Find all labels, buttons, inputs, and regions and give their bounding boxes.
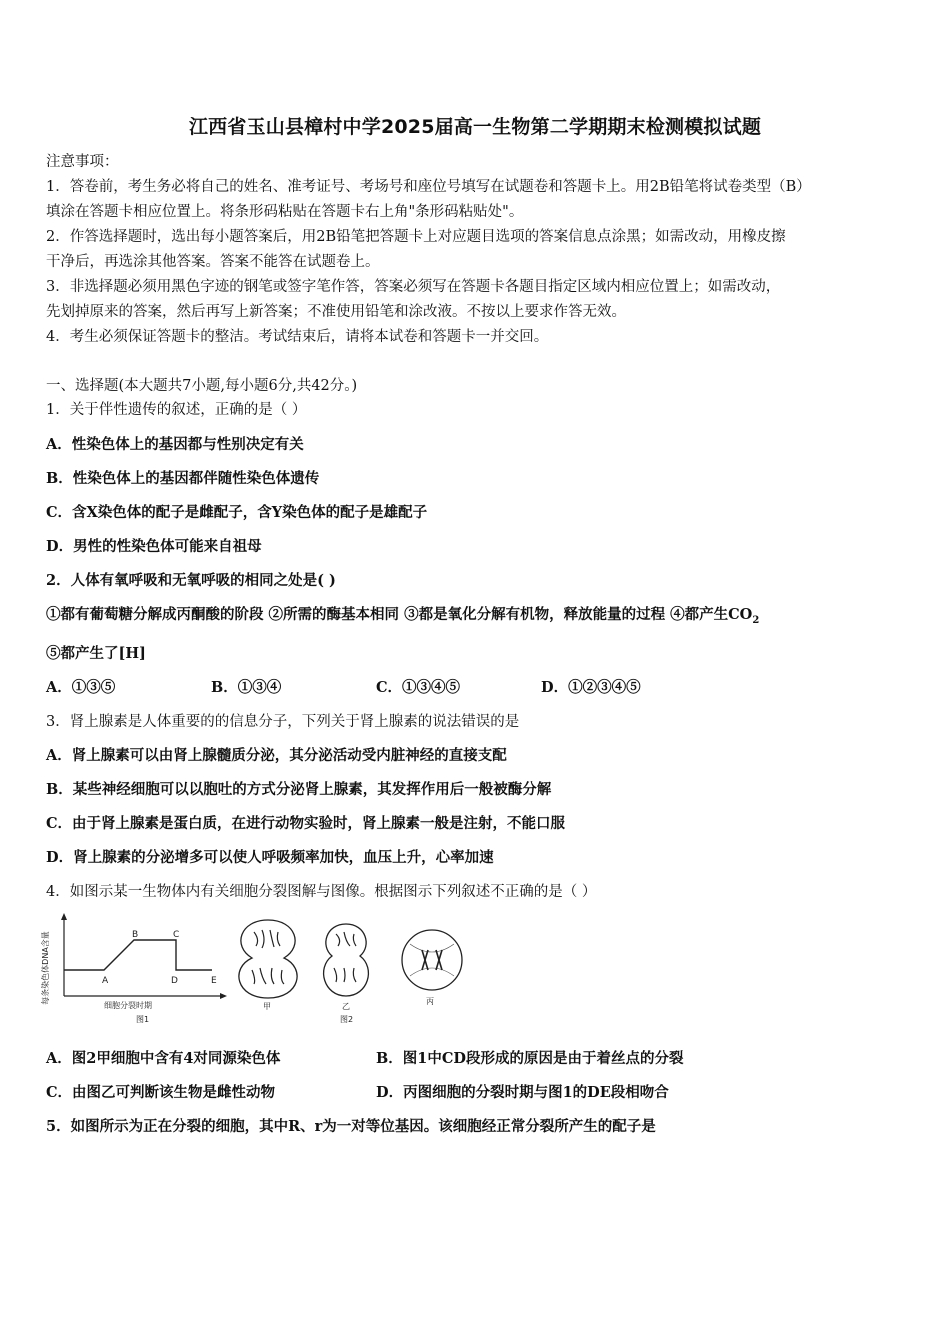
- notice-line: 3．非选择题必须用黑色字迹的钢笔或签字笔作答，答案必须写在答题卡各题目指定区域内相应位置上；如需改动，: [46, 279, 781, 295]
- figure-1-caption: 图1: [136, 1015, 150, 1024]
- notice-line: 填涂在答题卡相应位置上。将条形码粘贴在答题卡右上角"条形码粘贴处"。: [46, 204, 524, 220]
- q2-items-line: [46, 605, 912, 631]
- q4-option-a[interactable]: A．图2甲细胞中含有4对同源染色体: [46, 1050, 281, 1067]
- figure-1-graph: [40, 913, 227, 1024]
- cell-bing: [402, 930, 462, 1006]
- co2-subscript: 2: [752, 614, 760, 626]
- point-a: A: [102, 976, 109, 986]
- q3-option-d[interactable]: D．肾上腺素的分泌增多可以使人呼吸频率加快，血压上升，心率加速: [46, 849, 494, 866]
- q1-option-d[interactable]: D．男性的性染色体可能来自祖母: [46, 538, 262, 555]
- cell-yi: [324, 924, 369, 1011]
- cell-yi-chromosomes: [334, 932, 356, 982]
- point-c: C: [173, 930, 180, 940]
- cell-bing-chromosomes: [422, 950, 442, 970]
- q4-option-d[interactable]: D．丙图细胞的分裂时期与图1的DE段相吻合: [376, 1084, 669, 1101]
- point-e: E: [211, 976, 217, 986]
- cell-jia: [239, 920, 297, 1011]
- notice-line: 4．考生必须保证答题卡的整洁。考试结束后，请将本试卷和答题卡一并交回。: [46, 329, 549, 345]
- page-title: 江西省玉山县樟村中学2025届高一生物第二学期期末检测模拟试题: [188, 116, 762, 138]
- question-5-stem: 5．如图所示为正在分裂的细胞，其中R、r为一对等位基因。该细胞经正常分裂所产生的配子是: [46, 1118, 656, 1135]
- section-heading: 一、选择题(本大题共7小题,每小题6分,共42分。): [46, 378, 358, 394]
- q1-option-a[interactable]: A．性染色体上的基因都与性别决定有关: [46, 436, 304, 453]
- point-d: D: [171, 976, 178, 986]
- q1-option-c[interactable]: C．含X染色体的配子是雌配子，含Y染色体的配子是雄配子: [46, 504, 428, 521]
- y-axis-arrow: [61, 913, 67, 920]
- q2-option-c[interactable]: C．①③④⑤: [376, 679, 461, 696]
- cell-jia-chromosomes: [252, 930, 284, 984]
- q2-item-5: ⑤都产生了[H]: [46, 645, 146, 662]
- cell-bing-label: 丙: [426, 997, 434, 1006]
- graph-x-label: 细胞分裂时期: [104, 1001, 152, 1010]
- cell-yi-membrane: [324, 924, 369, 996]
- q2-option-d[interactable]: D．①②③④⑤: [541, 679, 641, 696]
- notice-line: 1．答卷前，考生务必将自己的姓名、准考证号、考场号和座位号填写在试题卷和答题卡上。用2B铅笔将试卷类型（B）: [46, 179, 811, 195]
- notice-heading: 注意事项：: [46, 154, 119, 170]
- question-2-stem: 2．人体有氧呼吸和无氧呼吸的相同之处是( ): [46, 572, 336, 589]
- question-4-stem: 4．如图示某一生物体内有关细胞分裂图解与图像。根据图示下列叙述不正确的是（ ）: [46, 884, 597, 900]
- graph-y-label: 每条染色体DNA含量: [41, 931, 50, 1005]
- q4-option-b[interactable]: B．图1中CD段形成的原因是由于着丝点的分裂: [376, 1050, 684, 1067]
- q3-option-b[interactable]: B．某些神经细胞可以以胞吐的方式分泌肾上腺素，其发挥作用后一般被酶分解: [46, 781, 552, 798]
- cell-division-figure: [40, 910, 480, 1028]
- q2-option-b[interactable]: B．①③④: [211, 679, 282, 696]
- cell-bing-spindle: [410, 944, 454, 976]
- notice-line: 干净后，再选涂其他答案。答案不能答在试题卷上。: [46, 254, 380, 270]
- cell-bing-membrane: [402, 930, 462, 990]
- q3-option-a[interactable]: A．肾上腺素可以由肾上腺髓质分泌，其分泌活动受内脏神经的直接支配: [46, 747, 507, 764]
- q2-option-a[interactable]: A．①③⑤: [46, 679, 116, 696]
- question-3-stem: 3．肾上腺素是人体重要的的信息分子，下列关于肾上腺素的说法错误的是: [46, 714, 520, 730]
- q4-option-c[interactable]: C．由图乙可判断该生物是雌性动物: [46, 1084, 276, 1101]
- cell-yi-label: 乙: [342, 1002, 350, 1011]
- question-1-stem: 1．关于伴性遗传的叙述，正确的是（ ）: [46, 402, 307, 418]
- notice-line: 先划掉原来的答案，然后再写上新答案；不准使用铅笔和涂改液。不按以上要求作答无效。: [46, 304, 626, 320]
- point-b: B: [132, 930, 139, 940]
- cell-jia-label: 甲: [263, 1002, 271, 1011]
- q2-items-text: ①都有葡萄糖分解成丙酮酸的阶段 ②所需的酶基本相同 ③都是氧化分解有机物，释放能量的过程 ④都产生CO: [46, 606, 753, 623]
- notice-line: 2．作答选择题时，选出每小题答案后，用2B铅笔把答题卡上对应题目选项的答案信息点涂黑；如需改动，用橡皮擦: [46, 229, 786, 245]
- q3-option-c[interactable]: C．由于肾上腺素是蛋白质，在进行动物实验时，肾上腺素一般是注射，不能口服: [46, 815, 566, 832]
- cell-jia-membrane: [239, 920, 297, 998]
- figure-2-caption: 图2: [340, 1015, 354, 1024]
- q1-option-b[interactable]: B．性染色体上的基因都伴随性染色体遗传: [46, 470, 320, 487]
- x-axis-arrow: [220, 993, 227, 999]
- dna-content-line: [64, 940, 212, 970]
